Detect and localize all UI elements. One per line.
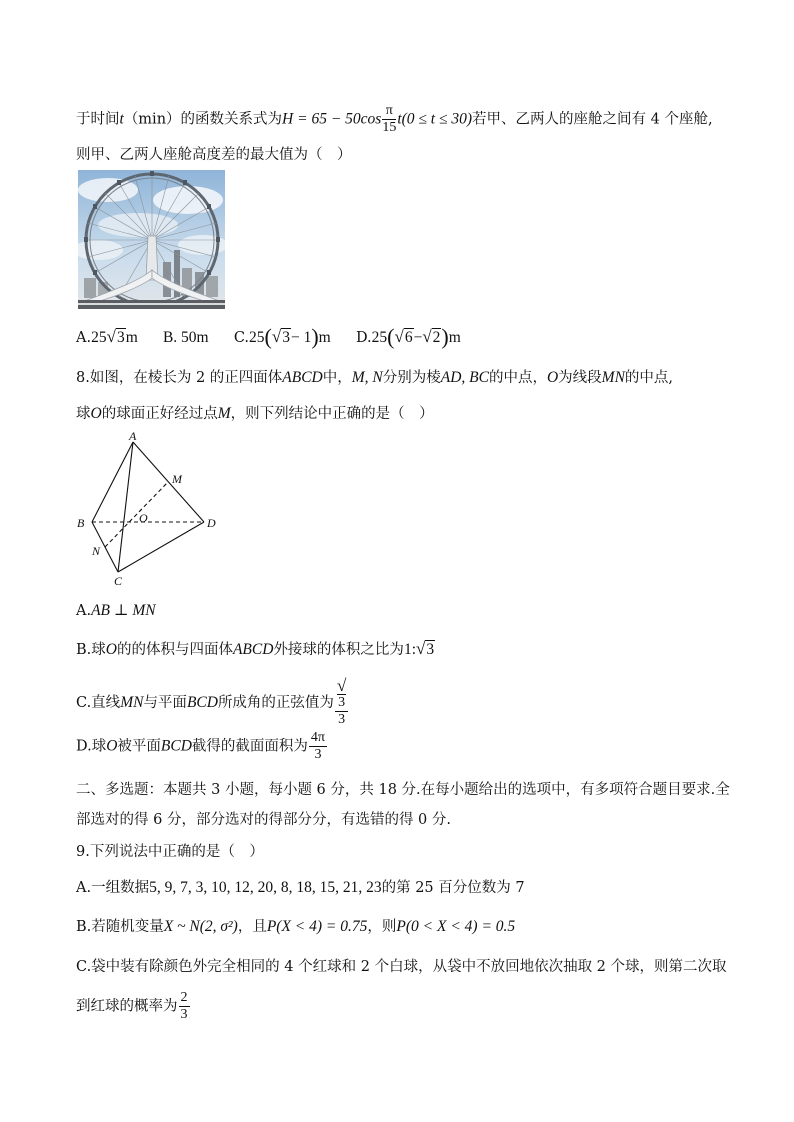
math: M xyxy=(217,405,231,422)
label-b: B xyxy=(77,516,85,530)
text: 为线段 xyxy=(558,370,602,386)
math: MN xyxy=(120,694,144,711)
math: X ~ N(2, σ²) xyxy=(163,918,238,935)
math: BCD xyxy=(160,737,192,755)
sqrt: √3 xyxy=(106,327,125,346)
math: P(X < 4) = 0.75 xyxy=(266,918,368,935)
option-a-value: 25 xyxy=(91,329,107,346)
fraction-numerator: π xyxy=(382,103,396,120)
math: BCD xyxy=(186,694,218,711)
text: 8.如图，在棱长为 2 的正四面体 xyxy=(76,370,283,386)
text: 于时间 xyxy=(76,111,120,128)
math: O xyxy=(546,369,559,386)
math-t: t xyxy=(119,110,124,128)
minus: − xyxy=(413,329,423,346)
math: MN xyxy=(601,369,625,386)
text: ，且 xyxy=(237,919,267,935)
option-c-value: 25 xyxy=(249,329,265,346)
text: 的球面正好经过点 xyxy=(101,406,218,422)
label-m: M xyxy=(172,472,182,486)
text: A.一组数据 xyxy=(76,880,150,896)
math: ABCD xyxy=(282,369,323,386)
label-o: O xyxy=(139,511,148,525)
q8-option-d xyxy=(76,730,328,763)
label-a: A xyxy=(129,432,137,443)
radicand: 3 xyxy=(426,641,435,658)
text: 所成角的正弦值为 xyxy=(217,695,334,711)
text: 截得的截面面积为 xyxy=(191,738,308,755)
text: 的第 25 百分位数为 7 xyxy=(381,880,525,896)
text: ，则下列结论中正确的是（ ） xyxy=(230,406,434,422)
option-c-tail: − 1 xyxy=(290,329,312,346)
label-d: D xyxy=(207,516,216,530)
unit: m xyxy=(448,329,461,346)
fraction xyxy=(179,990,190,1023)
edge-ad xyxy=(133,442,204,522)
radicand: 6 xyxy=(404,329,413,346)
fraction-denominator: 3 xyxy=(314,747,322,762)
text: 外接球的体积之比为 xyxy=(273,642,404,658)
radicand: 3 xyxy=(282,329,290,346)
q8-option-b xyxy=(76,638,435,659)
text: 被平面 xyxy=(117,738,161,755)
text: B.球 xyxy=(76,642,106,658)
fraction-denominator: 3 xyxy=(338,712,346,727)
text: 若甲、乙两人的座舱之间有 4 个座舱, xyxy=(472,111,713,128)
q9-option-a xyxy=(76,876,525,897)
fraction-denominator: 3 xyxy=(180,1007,188,1022)
q7-stem-line2: 则甲、乙两人座舱高度差的最大值为（ ） xyxy=(76,147,352,163)
text: ，则 xyxy=(367,919,397,935)
radicand: 3 xyxy=(116,329,125,346)
q8-option-a xyxy=(76,601,156,620)
math: 1: xyxy=(403,641,416,658)
math: O xyxy=(105,641,117,658)
math: M, N xyxy=(351,369,383,386)
text: （min）的函数关系式为 xyxy=(123,111,283,128)
unit: m xyxy=(318,329,331,346)
radicand: 3 xyxy=(338,695,346,710)
unit: m xyxy=(125,329,138,346)
q7-options: A.25√3m B. 50m C.25(√3− 1)m D.25(√6−√2)m xyxy=(76,324,461,349)
math: O xyxy=(106,737,118,755)
fraction: √ 3 3 xyxy=(336,676,347,727)
text: 与平面 xyxy=(143,695,187,711)
label-c: C xyxy=(114,574,123,588)
ferris-wheel-image xyxy=(78,170,225,309)
option-b: B. 50m xyxy=(162,329,209,346)
text: B.若随机变量 xyxy=(76,919,164,935)
fraction xyxy=(309,730,327,763)
text: A. xyxy=(76,603,92,619)
tetrahedron-diagram xyxy=(76,432,226,588)
option-d-value: 25 xyxy=(371,329,388,346)
q9-option-c-line1: C.袋中装有除颜色外完全相同的 4 个红球和 2 个白球，从袋中不放回地依次抽取 2 个球，则第二次取 xyxy=(76,959,727,975)
text: 的中点， xyxy=(488,370,547,386)
tetrahedron-figure xyxy=(76,432,226,588)
section2-line2: 部选对的得 6 分，部分选对的得部分分，有选错的得 0 分. xyxy=(76,812,451,828)
text: 到红球的概率为 xyxy=(76,998,178,1015)
option-c-label: C. xyxy=(233,330,250,346)
fraction xyxy=(382,103,396,136)
sqrt: √2 xyxy=(422,327,441,346)
math-expression: H = 65 − 50cos xyxy=(282,110,382,128)
option-a-label: A. xyxy=(76,330,92,346)
ferris-wheel-picture xyxy=(78,170,225,309)
q8-stem-line2 xyxy=(76,402,434,423)
sqrt: √3 xyxy=(271,327,290,346)
q9-option-c-line2 xyxy=(76,990,191,1023)
q8-option-c xyxy=(76,678,349,728)
edge-ab xyxy=(92,442,133,522)
text: 中， xyxy=(322,370,352,386)
math: O xyxy=(90,405,102,422)
radicand: 2 xyxy=(432,329,441,346)
section2-line1: 二、多选题：本题共 3 小题，每小题 6 分，共 18 分.在每小题给出的选项中，有多项符合题目要求.全 xyxy=(76,782,730,798)
text: 分别为棱 xyxy=(382,370,441,386)
option-d-label: D. xyxy=(355,330,372,346)
math: ABCD xyxy=(232,641,274,658)
sqrt: √3 xyxy=(416,639,435,658)
text: D.球 xyxy=(76,738,107,755)
text: 的中点, xyxy=(624,370,674,386)
fraction-numerator: 4π xyxy=(310,730,325,745)
edge-ac xyxy=(118,442,133,572)
sqrt: √6 xyxy=(394,327,413,346)
edge-cd xyxy=(118,522,204,572)
segment-mn xyxy=(105,482,168,547)
q8-stem-line1 xyxy=(76,366,673,387)
text: 的的体积与四面体 xyxy=(116,642,233,658)
math: 5, 9, 7, 3, 10, 12, 20, 8, 18, 15, 21, 23 xyxy=(149,879,382,896)
math: AB ⊥ MN xyxy=(91,602,156,619)
math: AD, BC xyxy=(440,369,489,386)
text: C.直线 xyxy=(76,695,121,711)
q9-title: 9.下列说法中正确的是（ ） xyxy=(76,844,264,860)
q9-option-b xyxy=(76,915,515,936)
fraction-numerator: 2 xyxy=(180,990,188,1005)
fraction-denominator: 15 xyxy=(382,120,397,135)
text: 球 xyxy=(76,406,91,422)
q7-stem-line1 xyxy=(76,103,713,136)
math-expression: t(0 ≤ t ≤ 30) xyxy=(397,110,473,128)
label-n: N xyxy=(92,544,101,558)
math: P(0 < X < 4) = 0.5 xyxy=(396,918,516,935)
